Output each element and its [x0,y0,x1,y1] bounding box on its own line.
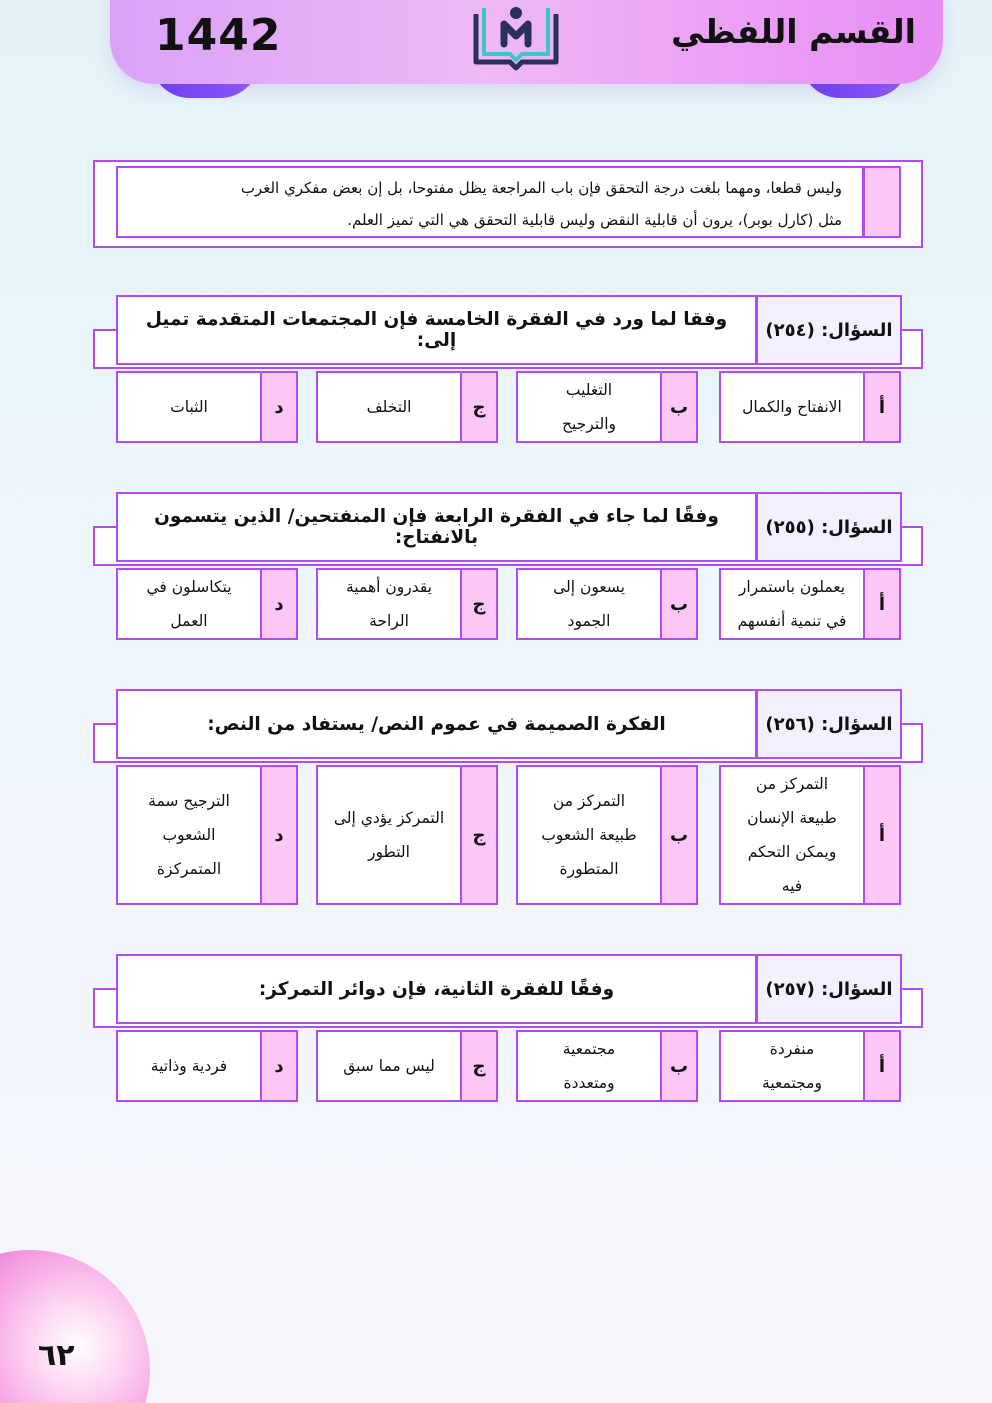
option-cell[interactable] [316,765,462,905]
option-letter: ب [669,1055,689,1077]
question-number: السؤال: (٢٥٥) [765,516,893,538]
option-text-line: يسعون إلى [553,578,625,596]
option-text-line: طبيعة الشعوب [541,826,637,844]
option-text-line: مجتمعية [562,1040,616,1058]
option-letter-cell[interactable] [460,765,498,905]
option-text-line: الترجيح سمة [148,792,230,810]
option-cell[interactable] [116,568,262,640]
option-letter-cell[interactable] [660,765,698,905]
paragraph-box [116,166,864,238]
option-cell[interactable] [116,765,262,905]
option-cell[interactable] [719,371,865,443]
option-text-line: المتمركزة [156,860,222,878]
option-text-line: التمركز من [552,792,626,810]
header-title: القسم اللفظي [671,12,916,51]
option-text-line: ليس مما سبق [343,1057,435,1075]
question-text: وفقًا لما جاء في الفقرة الرابعة فإن المنفتحين/ الذين يتسمون بالانفتاح: [154,506,719,548]
question-text: الفكرة الصميمة في عموم النص/ يستفاد من النص: [207,713,666,735]
option-letter-cell[interactable] [260,371,298,443]
question-number-box [756,295,902,365]
option-letter: ب [669,396,689,418]
question-text-box [116,689,757,759]
option-cell[interactable] [719,1030,865,1102]
option-text-line: ويمكن التحكم [747,843,837,861]
option-text-line: الانفتاح والكمال [742,398,842,416]
option-text-line: يقدرون أهمية [346,578,432,596]
option-letter: ب [669,824,689,846]
option-letter: أ [878,824,886,846]
question-text-box [116,492,757,562]
option-text-line: طبيعة الإنسان [747,809,837,827]
book-logo-icon [470,0,562,74]
option-text-line: الشعوب [162,826,216,844]
option-cell[interactable] [516,568,662,640]
option-cell[interactable] [516,371,662,443]
option-text-line: ومجتمعية [762,1074,822,1092]
option-letter: د [274,593,284,615]
option-letter: ب [669,593,689,615]
option-letter-cell[interactable] [660,1030,698,1102]
option-letter: ج [472,1055,486,1077]
option-letter: ج [472,593,486,615]
option-text-line: منفردة [769,1040,815,1058]
question-number-box [756,492,902,562]
option-text-line: ومتعددة [563,1074,615,1092]
option-letter-cell[interactable] [460,568,498,640]
question-number: السؤال: (٢٥٤) [765,319,893,341]
option-letter-cell[interactable] [863,1030,901,1102]
option-text-line: المتطورة [559,860,619,878]
question-number-box [756,689,902,759]
option-letter: أ [878,396,886,418]
option-letter-cell[interactable] [863,371,901,443]
option-text-line: في تنمية أنفسهم [737,612,847,630]
question-number-box [756,954,902,1024]
option-text-line: الجمود [567,612,611,630]
option-cell[interactable] [516,1030,662,1102]
question-text-box [116,295,757,365]
option-cell[interactable] [116,371,262,443]
decorative-bubble [0,1250,150,1403]
header-year: 1442 [155,10,282,61]
option-cell[interactable] [316,568,462,640]
option-letter: د [274,1055,284,1077]
question-text: وفقا لما ورد في الفقرة الخامسة فإن المجتمعات المتقدمة تميل إلى: [145,309,728,351]
option-cell[interactable] [719,765,865,905]
option-cell[interactable] [116,1030,262,1102]
option-text-line: التمركز يؤدي إلى [333,809,445,827]
paragraph-line-1: وليس قطعا، ومهما بلغت درجة التحقق فإن باب المراجعة يظل مفتوحا، بل إن بعض مفكري الغرب [240,179,842,197]
option-text-line: العمل [170,612,208,630]
option-letter: أ [878,593,886,615]
option-cell[interactable] [316,371,462,443]
option-cell[interactable] [516,765,662,905]
question-text: وفقًا للفقرة الثانية، فإن دوائر التمركز: [258,978,615,1000]
option-text-line: الثبات [170,398,208,416]
page-number: ٦٢ [38,1338,75,1373]
paragraph-marker-cell [863,166,901,238]
option-cell[interactable] [316,1030,462,1102]
option-text-line: فيه [781,877,803,895]
option-letter: ج [472,396,486,418]
option-letter-cell[interactable] [660,568,698,640]
option-letter: ج [472,824,486,846]
option-letter-cell[interactable] [260,765,298,905]
option-text-line: التمركز من [755,775,829,793]
option-cell[interactable] [719,568,865,640]
option-text-line: التطور [368,843,410,861]
option-text-line: يعملون باستمرار [738,578,846,596]
option-letter-cell[interactable] [260,1030,298,1102]
question-number: السؤال: (٢٥٦) [765,713,893,735]
option-letter: د [274,824,284,846]
option-letter-cell[interactable] [260,568,298,640]
option-letter: د [274,396,284,418]
option-letter: أ [878,1055,886,1077]
question-number: السؤال: (٢٥٧) [765,978,893,1000]
option-letter-cell[interactable] [460,1030,498,1102]
option-letter-cell[interactable] [660,371,698,443]
option-letter-cell[interactable] [863,765,901,905]
option-text-line: الراحة [369,612,409,630]
option-text-line: التخلف [366,398,412,416]
option-text-line: فردية وذاتية [150,1057,228,1075]
question-text-box [116,954,757,1024]
option-letter-cell[interactable] [460,371,498,443]
paragraph-line-2: مثل (كارل بوبر)، يرون أن قابلية النقض وليس قابلية التحقق هي التي تميز العلم. [347,211,842,229]
option-text-line: التغليب [565,381,613,399]
option-letter-cell[interactable] [863,568,901,640]
option-text-line: والترجيح [562,415,617,433]
option-text-line: يتكاسلون في [146,578,232,596]
